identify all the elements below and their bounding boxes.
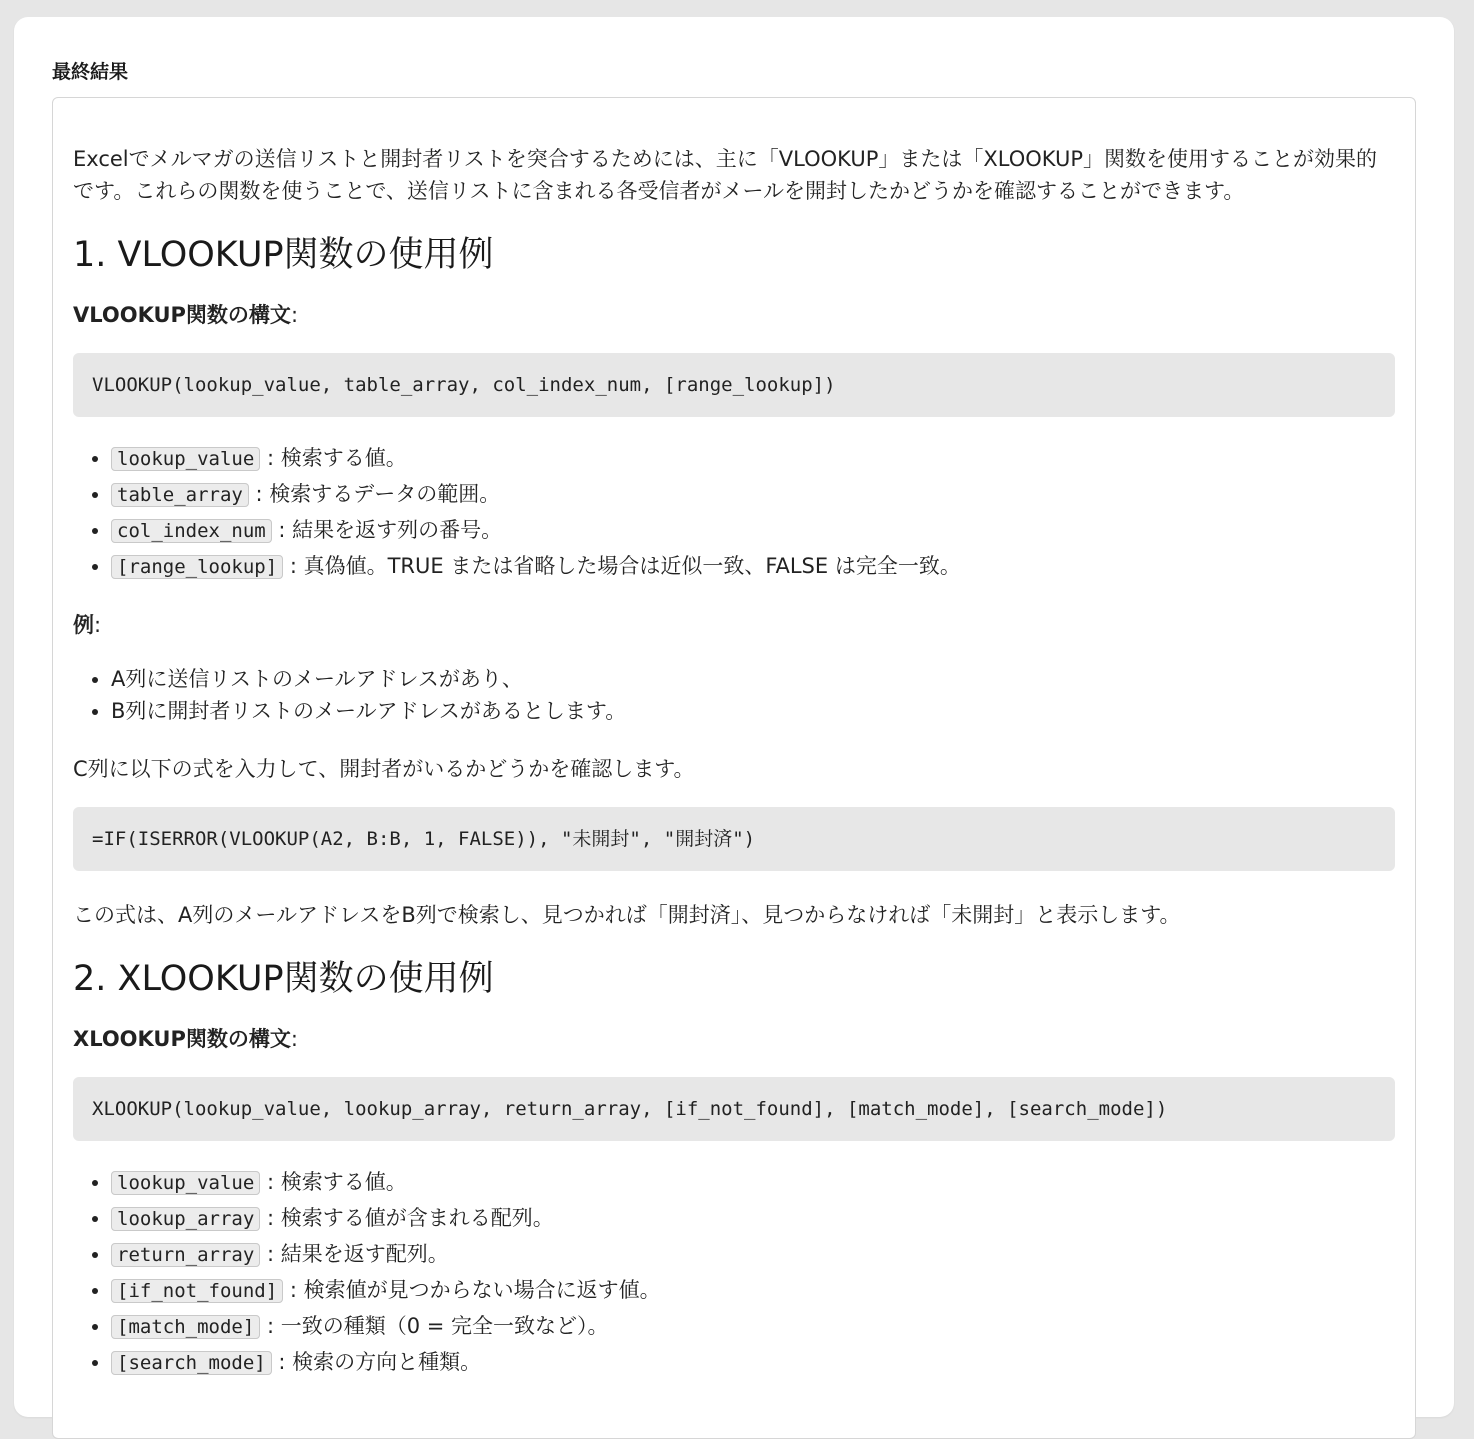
vlookup-param-list <box>73 441 1395 585</box>
c-column-instruction: C列に以下の式を入力して、開封者がいるかどうかを確認します。 <box>73 757 695 781</box>
list-item: • A列に送信リストのメールアドレスがあり、 <box>111 663 1395 695</box>
list-item: • [if_not_found] : 検索値が見つからない場合に返す値。 <box>111 1273 1395 1309</box>
param-desc: 検索するデータの範囲。 <box>269 482 501 506</box>
param-code: table_array <box>111 483 249 507</box>
list-item: • [range_lookup] : 真偽値。TRUE または省略した場合は近似一致、FALSE は完全一致。 <box>111 549 1395 585</box>
list-item: • [match_mode] : 一致の種類（0 = 完全一致など）。 <box>111 1309 1395 1345</box>
result-box <box>52 97 1416 1439</box>
list-item: • [search_mode] : 検索の方向と種類。 <box>111 1345 1395 1381</box>
example-label: 例: <box>73 613 102 637</box>
vlookup-syntax-code: VLOOKUP(lookup_value, table_array, col_index_num, [range_lookup]) <box>73 353 1395 417</box>
xlookup-param-list <box>73 1165 1395 1381</box>
param-desc: 検索する値。 <box>280 446 407 470</box>
param-code: return_array <box>111 1243 260 1267</box>
param-code: [search_mode] <box>111 1351 272 1375</box>
result-card <box>14 17 1454 1417</box>
param-code: lookup_value <box>111 1171 260 1195</box>
xlookup-syntax-label: XLOOKUP関数の構文: <box>73 1027 298 1051</box>
vlookup-formula-code: =IF(ISERROR(VLOOKUP(A2, B:B, 1, FALSE)), "未開封", "開封済") <box>73 807 1395 871</box>
param-code: lookup_value <box>111 447 260 471</box>
list-item: • lookup_value : 検索する値。 <box>111 1165 1395 1201</box>
param-code: col_index_num <box>111 519 272 543</box>
list-item: • lookup_array : 検索する値が含まれる配列。 <box>111 1201 1395 1237</box>
example-list <box>73 663 1395 727</box>
list-item: • B列に開封者リストのメールアドレスがあるとします。 <box>111 695 1395 727</box>
result-content <box>73 143 1395 1381</box>
param-desc: 検索の方向と種類。 <box>292 1350 482 1374</box>
param-code: [match_mode] <box>111 1315 260 1339</box>
param-desc: 結果を返す列の番号。 <box>292 518 503 542</box>
param-desc: 検索する値が含まれる配列。 <box>280 1206 554 1230</box>
list-item: • return_array : 結果を返す配列。 <box>111 1237 1395 1273</box>
param-code: [range_lookup] <box>111 555 283 579</box>
vlookup-heading: 1. VLOOKUP関数の使用例 <box>73 235 494 275</box>
vlookup-syntax-label: VLOOKUP関数の構文: <box>73 303 299 327</box>
param-desc: 結果を返す配列。 <box>280 1242 449 1266</box>
list-item: • table_array : 検索するデータの範囲。 <box>111 477 1395 513</box>
formula-explanation: この式は、A列のメールアドレスをB列で検索し、見つかれば「開封済」、見つからなければ「未開封」と表示します。 <box>73 903 1181 927</box>
list-item: • lookup_value : 検索する値。 <box>111 441 1395 477</box>
intro-paragraph: Excelでメルマガの送信リストと開封者リストを突合するためには、主に「VLOOKUP」または「XLOOKUP」関数を使用することが効果的です。これらの関数を使うことで、送信リストに含まれる各受信者がメールを開封したかどうかを確認することができます。 <box>73 147 1378 203</box>
xlookup-heading: 2. XLOOKUP関数の使用例 <box>73 959 494 999</box>
param-code: lookup_array <box>111 1207 260 1231</box>
param-desc: 真偽値。TRUE または省略した場合は近似一致、FALSE は完全一致。 <box>303 554 961 578</box>
param-desc: 検索する値。 <box>280 1170 407 1194</box>
section-label: 最終結果 <box>52 61 129 83</box>
param-desc: 一致の種類（0 = 完全一致など）。 <box>280 1314 609 1338</box>
param-code: [if_not_found] <box>111 1279 283 1303</box>
param-desc: 検索値が見つからない場合に返す値。 <box>303 1278 661 1302</box>
xlookup-syntax-code: XLOOKUP(lookup_value, lookup_array, return_array, [if_not_found], [match_mode], [search_mode]) <box>73 1077 1395 1141</box>
list-item: • col_index_num : 結果を返す列の番号。 <box>111 513 1395 549</box>
